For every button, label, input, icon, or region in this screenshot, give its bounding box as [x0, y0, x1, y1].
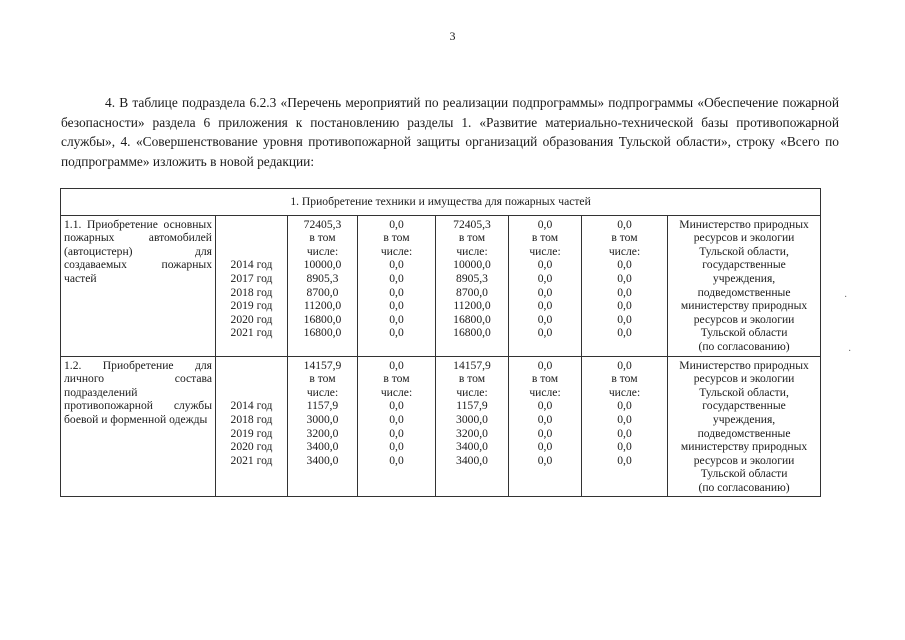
org-line: учреждения,	[712, 412, 776, 426]
value-line: 0,0	[389, 453, 404, 467]
value-line: 10000,0	[453, 258, 491, 272]
value-line: 0,0	[617, 358, 632, 372]
value-line: 0,0	[617, 326, 632, 340]
value-line: 0,0	[537, 412, 553, 426]
value-line: 0,0	[537, 440, 553, 454]
value-line: в том	[531, 231, 559, 245]
org-line: подведомственные	[697, 426, 791, 440]
org-line: (по согласованию)	[698, 480, 790, 494]
value-line: 16800,0	[303, 312, 342, 326]
value-line: 0,0	[537, 426, 553, 440]
years-cell	[216, 356, 288, 497]
value-line: 0,0	[389, 399, 404, 413]
page-number: 3	[449, 29, 456, 43]
org-line: министерству природных	[680, 299, 808, 313]
value-line: числе:	[608, 385, 641, 399]
org-line: подведомственные	[697, 285, 791, 299]
value-line: 0,0	[537, 358, 553, 372]
scan-mark: ·	[844, 292, 848, 303]
value-line: 16800,0	[453, 312, 491, 326]
value-line: 3200,0	[306, 426, 339, 440]
value-cell	[288, 215, 358, 356]
years-spacer	[219, 218, 284, 259]
value-line: 0,0	[617, 453, 632, 467]
org-line: ресурсов и экологии	[693, 372, 795, 386]
value-line: 1157,9	[306, 399, 339, 413]
value-cell	[358, 215, 436, 356]
value-line: 8700,0	[456, 285, 488, 299]
table-row	[61, 215, 821, 356]
value-line: 3000,0	[456, 412, 488, 426]
org-line: ресурсов и экологии	[693, 231, 795, 245]
value-line: числе:	[380, 385, 413, 399]
value-line: 1157,9	[456, 399, 488, 413]
value-line: 0,0	[537, 299, 553, 313]
value-cell	[358, 356, 436, 497]
value-line: в том	[383, 231, 410, 245]
value-line: 0,0	[537, 217, 553, 231]
value-line: в том	[309, 372, 336, 386]
value-cell	[582, 215, 668, 356]
value-line: 16800,0	[453, 326, 491, 340]
value-line: 0,0	[389, 326, 404, 340]
org-line: государственные	[702, 258, 786, 272]
year-label: 2019 год	[230, 426, 273, 440]
value-line: 0,0	[617, 412, 632, 426]
value-cell	[288, 356, 358, 497]
org-line: учреждения,	[712, 271, 776, 285]
value-line: в том	[309, 231, 336, 245]
value-line: 0,0	[389, 312, 404, 326]
value-line: в том	[383, 372, 410, 386]
value-line: 0,0	[617, 271, 632, 285]
year-label: 2020 год	[230, 440, 273, 454]
value-line: 11200,0	[453, 299, 491, 313]
paragraph-text: 4. В таблице подраздела 6.2.3 «Перечень мероприятий по реализации подпрограммы» подпрограммы «Обеспечение пожарной безопасности» раздела 6 приложения к постановлению разделы 1. «Развитие материально-технической базы противопожарной службы», 4. «Совершенствование уровня противопожарной защиты организаций образования Тульской области», строку «Всего по подпрограмме» изложить в новой редакции:	[61, 95, 839, 169]
value-line: 0,0	[389, 258, 404, 272]
section-header-row	[61, 189, 821, 216]
year-label: 2018 год	[230, 285, 273, 299]
responsible-org	[668, 215, 821, 356]
org-line: (по согласованию)	[698, 339, 790, 353]
measure-name: 1.2. Приобретение для личного состава подразделений противопожарной службы боевой и форменной одежды	[61, 356, 216, 497]
value-line: числе:	[456, 385, 488, 399]
value-line: 0,0	[617, 217, 632, 231]
value-line: 11200,0	[303, 299, 342, 313]
value-line: 3400,0	[306, 453, 339, 467]
body-paragraph	[61, 93, 839, 171]
value-line: 72405,3	[453, 217, 491, 231]
org-line: министерству природных	[680, 440, 808, 454]
year-label: 2021 год	[230, 453, 273, 467]
value-line: 3200,0	[456, 426, 488, 440]
value-line: 3400,0	[306, 440, 339, 454]
value-line: числе:	[608, 244, 641, 258]
value-line: числе:	[380, 244, 413, 258]
value-cell	[436, 215, 509, 356]
org-line: ресурсов и экологии	[693, 312, 795, 326]
value-line: 0,0	[617, 285, 632, 299]
value-line: числе:	[306, 385, 339, 399]
value-line: числе:	[456, 244, 488, 258]
org-line: Министерство природных	[679, 217, 809, 231]
value-line: 0,0	[389, 285, 404, 299]
measures-table	[60, 188, 821, 497]
value-line: 0,0	[537, 258, 553, 272]
measure-name: 1.1. Приобретение основных пожарных автомобилей (автоцистерн) для создаваемых пожарных частей	[61, 215, 216, 356]
value-line: 0,0	[617, 426, 632, 440]
value-line: числе:	[529, 385, 561, 399]
value-line: 0,0	[389, 271, 404, 285]
value-cell	[582, 356, 668, 497]
value-line: 0,0	[617, 258, 632, 272]
value-line: 0,0	[389, 217, 404, 231]
value-line: 0,0	[389, 358, 404, 372]
value-line: 16800,0	[303, 326, 342, 340]
value-line: 0,0	[537, 453, 553, 467]
value-line: 0,0	[617, 399, 632, 413]
org-line: государственные	[702, 399, 786, 413]
years-cell	[216, 215, 288, 356]
org-line: Тульской области,	[699, 385, 789, 399]
value-line: в том	[458, 231, 486, 245]
year-label: 2021 год	[230, 326, 273, 340]
scan-mark: ·	[848, 346, 852, 357]
value-line: 0,0	[537, 312, 553, 326]
value-line: 0,0	[617, 299, 632, 313]
value-line: в том	[531, 372, 559, 386]
value-line: 0,0	[537, 399, 553, 413]
year-label: 2014 год	[230, 258, 273, 272]
org-line: Министерство природных	[679, 358, 809, 372]
org-line: ресурсов и экологии	[693, 453, 795, 467]
year-label: 2018 год	[230, 412, 273, 426]
value-line: 14157,9	[303, 358, 342, 372]
value-line: числе:	[306, 244, 339, 258]
value-line: 0,0	[617, 312, 632, 326]
org-line: Тульской области,	[699, 244, 789, 258]
value-line: 8700,0	[306, 285, 339, 299]
year-label: 2014 год	[230, 399, 273, 413]
year-label: 2017 год	[230, 271, 273, 285]
value-line: в том	[611, 231, 638, 245]
responsible-org	[668, 356, 821, 497]
value-line: 0,0	[617, 440, 632, 454]
value-line: 0,0	[389, 412, 404, 426]
value-line: 8905,3	[306, 271, 339, 285]
value-line: 0,0	[389, 440, 404, 454]
section-header: 1. Приобретение техники и имущества для пожарных частей	[61, 189, 821, 216]
org-line: Тульской области	[700, 467, 788, 481]
value-cell	[509, 356, 582, 497]
value-line: в том	[458, 372, 486, 386]
value-line: 72405,3	[303, 217, 342, 231]
value-line: 0,0	[537, 271, 553, 285]
value-line: 8905,3	[456, 271, 488, 285]
table-row	[61, 356, 821, 497]
value-line: 0,0	[537, 326, 553, 340]
value-line: 0,0	[389, 299, 404, 313]
value-line: 0,0	[537, 285, 553, 299]
years-spacer	[219, 359, 284, 400]
value-cell	[436, 356, 509, 497]
value-line: в том	[611, 372, 638, 386]
value-line: 10000,0	[303, 258, 342, 272]
year-label: 2020 год	[230, 312, 273, 326]
value-cell	[509, 215, 582, 356]
year-label: 2019 год	[230, 299, 273, 313]
value-line: 14157,9	[453, 358, 491, 372]
value-line: 3400,0	[456, 453, 488, 467]
value-line: числе:	[529, 244, 561, 258]
value-line: 0,0	[389, 426, 404, 440]
value-line: 3400,0	[456, 440, 488, 454]
value-line: 3000,0	[306, 412, 339, 426]
org-line: Тульской области	[700, 326, 788, 340]
